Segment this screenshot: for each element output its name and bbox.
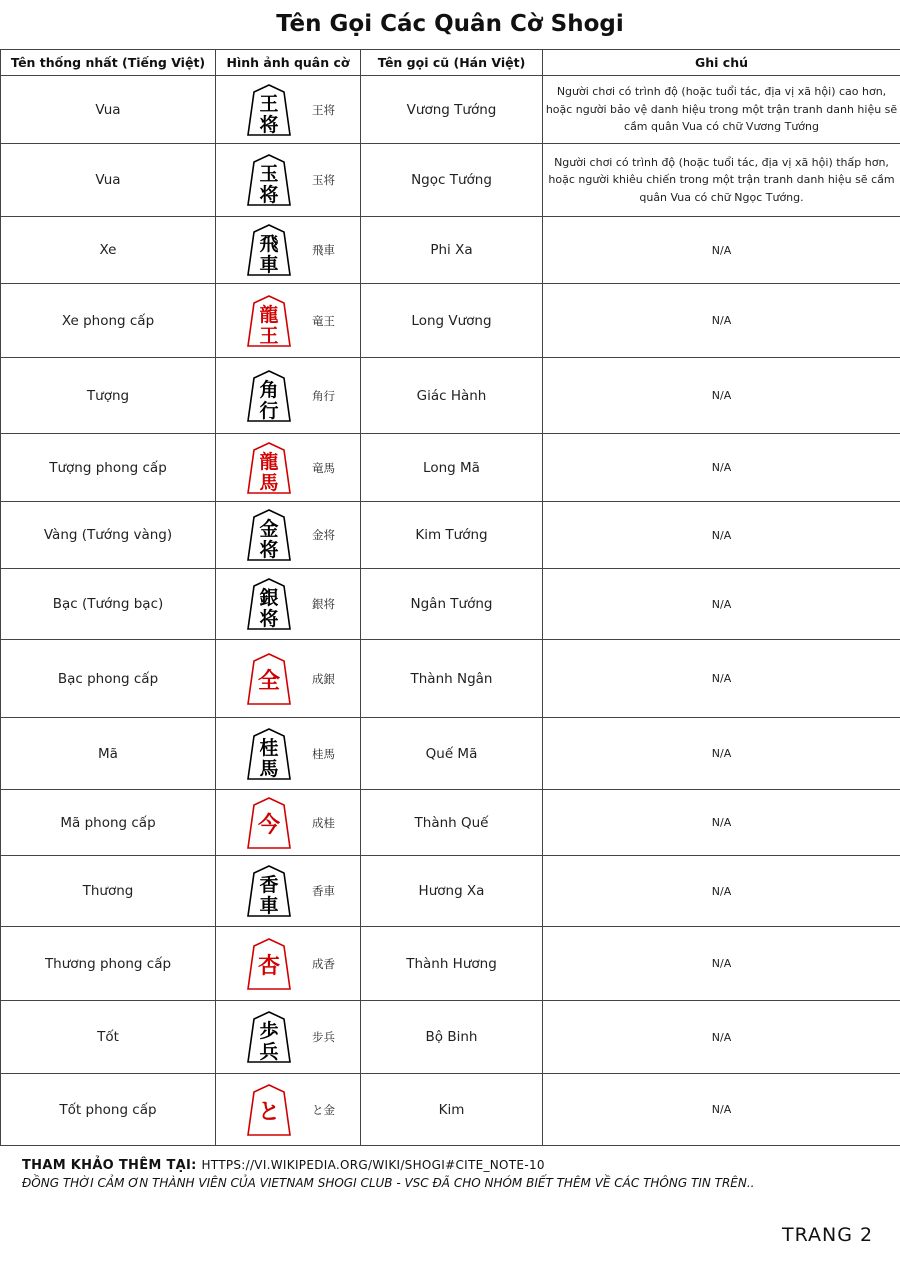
piece-glyph: 銀 — [259, 587, 279, 609]
note-cell — [543, 284, 900, 358]
unified-name-cell: Thương — [1, 856, 216, 927]
shogi-piece-icon — [246, 223, 292, 277]
note-text: N/A — [711, 957, 732, 970]
note-text: N/A — [711, 461, 732, 474]
table-row — [1, 927, 900, 1001]
piece-glyph: 将 — [259, 608, 279, 630]
old-name-cell: Ngọc Tướng — [361, 144, 543, 217]
piece-kanji-label: 成銀 — [312, 671, 335, 686]
unified-name-cell: Mã phong cấp — [1, 790, 216, 856]
reference-line — [22, 1158, 545, 1173]
unified-name-cell: Vàng (Tướng vàng) — [1, 502, 216, 569]
unified-name-cell: Xe phong cấp — [1, 284, 216, 358]
unified-name-cell: Tốt phong cấp — [1, 1074, 216, 1146]
piece-image-cell — [216, 640, 361, 718]
piece-glyph: 歩 — [259, 1020, 279, 1042]
piece-glyph: 車 — [259, 254, 279, 276]
old-name-cell: Long Vương — [361, 284, 543, 358]
page-title: Tên Gọi Các Quân Cờ Shogi — [276, 11, 624, 37]
piece-glyph: 車 — [259, 895, 279, 917]
note-cell — [543, 217, 900, 284]
unified-name-cell: Xe — [1, 217, 216, 284]
note-cell — [543, 1074, 900, 1146]
shogi-piece-icon — [246, 369, 292, 423]
piece-image-cell — [216, 718, 361, 790]
piece-image-cell — [216, 927, 361, 1001]
piece-kanji-label: 金将 — [312, 528, 335, 542]
note-cell — [543, 569, 900, 640]
note-text: N/A — [711, 597, 732, 611]
old-name-cell: Giác Hành — [361, 358, 543, 434]
note-cell — [543, 856, 900, 927]
header-notes: Ghi chú — [543, 50, 900, 76]
note-text: Người chơi có trình độ (hoặc tuổi tác, địa vị xã hội) thấp hơn, hoặc người khiêu chiến trong một trận tranh danh hiệu sẽ cầm quân Vua có chữ Ngọc Tướng. — [548, 155, 895, 204]
piece-kanji-label: 竜馬 — [312, 460, 335, 475]
header-unified-name: Tên thống nhất (Tiếng Việt) — [1, 50, 216, 76]
piece-kanji-label: 成桂 — [312, 815, 335, 830]
table-row — [1, 502, 900, 569]
shogi-piece-icon — [246, 937, 292, 991]
piece-image-cell — [216, 76, 361, 144]
note-text: N/A — [711, 314, 732, 327]
note-text: N/A — [711, 672, 732, 685]
piece-glyph: 将 — [259, 184, 279, 206]
unified-name-cell: Bạc phong cấp — [1, 640, 216, 718]
piece-image-cell — [216, 569, 361, 640]
table-row — [1, 144, 900, 217]
piece-glyph: 桂 — [259, 736, 279, 759]
shogi-piece-icon — [246, 441, 292, 495]
shogi-piece-icon — [246, 1010, 292, 1064]
piece-glyph: 王 — [259, 324, 279, 347]
note-cell — [543, 144, 900, 217]
shogi-piece-icon — [246, 864, 292, 918]
note-cell — [543, 718, 900, 790]
old-name-cell: Vương Tướng — [361, 76, 543, 144]
table-row — [1, 217, 900, 284]
piece-glyph: 将 — [259, 113, 279, 136]
piece-image-cell — [216, 434, 361, 502]
piece-image-cell — [216, 217, 361, 284]
note-text: N/A — [711, 1030, 732, 1044]
unified-name-cell: Vua — [1, 144, 216, 217]
note-text: N/A — [711, 884, 732, 898]
unified-name-cell: Vua — [1, 76, 216, 144]
note-cell — [543, 76, 900, 144]
table-row — [1, 1001, 900, 1074]
shogi-piece-icon — [246, 652, 292, 706]
piece-glyph: 飛 — [259, 233, 279, 255]
piece-image-cell — [216, 1001, 361, 1074]
note-text: N/A — [711, 528, 732, 542]
shogi-piece-icon — [246, 508, 292, 562]
piece-glyph: 行 — [259, 399, 279, 422]
old-name-cell: Bộ Binh — [361, 1001, 543, 1074]
reference-link[interactable]: HTTPS://VI.WIKIPEDIA.ORG/WIKI/SHOGI#CITE_NOTE-10 — [201, 1158, 545, 1172]
piece-image-cell — [216, 1074, 361, 1146]
piece-glyph: 香 — [259, 874, 279, 896]
piece-kanji-label: と金 — [312, 1102, 335, 1117]
shogi-piece-icon — [246, 83, 292, 137]
table-header-row — [1, 50, 900, 76]
piece-image-cell — [216, 358, 361, 434]
header-old-name: Tên gọi cũ (Hán Việt) — [361, 50, 543, 76]
piece-kanji-label: 桂馬 — [312, 746, 335, 761]
old-name-cell: Thành Ngân — [361, 640, 543, 718]
shogi-piece-icon — [246, 1083, 292, 1137]
note-cell — [543, 434, 900, 502]
piece-image-cell — [216, 144, 361, 217]
note-cell — [543, 927, 900, 1001]
table-body — [1, 76, 900, 1146]
note-text: Người chơi có trình độ (hoặc tuổi tác, địa vị xã hội) cao hơn, hoặc người bảo vệ danh hiệu trong một trận tranh danh hiệu sẽ cầm quân Vua có chữ Vương Tướng — [545, 85, 898, 134]
piece-glyph: 龍 — [259, 450, 279, 473]
old-name-cell: Phi Xa — [361, 217, 543, 284]
piece-kanji-label: 玉将 — [312, 173, 335, 187]
piece-glyph: 杏 — [257, 953, 281, 979]
old-name-cell: Long Mã — [361, 434, 543, 502]
unified-name-cell: Tốt — [1, 1001, 216, 1074]
table-row — [1, 569, 900, 640]
old-name-cell: Quế Mã — [361, 718, 543, 790]
piece-image-cell — [216, 284, 361, 358]
piece-glyph: 将 — [259, 539, 279, 561]
piece-glyph: 馬 — [259, 757, 279, 780]
piece-image-cell — [216, 790, 361, 856]
piece-glyph: 龍 — [259, 303, 279, 326]
note-text: N/A — [711, 747, 732, 760]
piece-glyph: 兵 — [259, 1041, 279, 1063]
table-row — [1, 434, 900, 502]
thanks-text: ĐỒNG THỜI CẢM ƠN THÀNH VIÊN CỦA VIETNAM SHOGI CLUB - VSC ĐÃ CHO NHÓM BIẾT THÊM VỀ CÁC THÔNG TIN TRÊN.. — [22, 1176, 755, 1190]
page-number: TRANG 2 — [782, 1224, 874, 1246]
piece-kanji-label: 角行 — [312, 388, 335, 403]
unified-name-cell: Tượng — [1, 358, 216, 434]
note-text: N/A — [711, 389, 732, 402]
shogi-piece-icon — [246, 153, 292, 207]
note-cell — [543, 790, 900, 856]
table-row — [1, 284, 900, 358]
old-name-cell: Kim Tướng — [361, 502, 543, 569]
shogi-piece-icon — [246, 727, 292, 781]
piece-image-cell — [216, 856, 361, 927]
old-name-cell: Ngân Tướng — [361, 569, 543, 640]
table-row — [1, 358, 900, 434]
note-cell — [543, 358, 900, 434]
piece-kanji-label: 香車 — [312, 884, 335, 898]
piece-kanji-label: 飛車 — [312, 243, 335, 257]
piece-glyph: 全 — [257, 668, 281, 694]
table-row — [1, 1074, 900, 1146]
table-row — [1, 790, 900, 856]
unified-name-cell: Tượng phong cấp — [1, 434, 216, 502]
table-row — [1, 718, 900, 790]
table-row — [1, 856, 900, 927]
unified-name-cell: Mã — [1, 718, 216, 790]
note-text: N/A — [711, 243, 732, 257]
old-name-cell: Thành Quế — [361, 790, 543, 856]
note-text: N/A — [711, 816, 732, 829]
piece-glyph: 馬 — [259, 471, 279, 494]
note-cell — [543, 1001, 900, 1074]
unified-name-cell: Bạc (Tướng bạc) — [1, 569, 216, 640]
shogi-piece-icon — [246, 577, 292, 631]
old-name-cell: Hương Xa — [361, 856, 543, 927]
piece-kanji-label: 王将 — [312, 102, 335, 117]
piece-glyph: 王 — [259, 92, 279, 115]
note-text: N/A — [711, 1103, 732, 1116]
piece-kanji-label: 竜王 — [312, 313, 335, 328]
shogi-pieces-table — [0, 49, 900, 1146]
piece-kanji-label: 步兵 — [312, 1030, 335, 1044]
reference-label: THAM KHẢO THÊM TẠI: — [22, 1158, 197, 1173]
table-row — [1, 640, 900, 718]
old-name-cell: Thành Hương — [361, 927, 543, 1001]
shogi-piece-icon — [246, 796, 292, 850]
table-row — [1, 76, 900, 144]
piece-image-cell — [216, 502, 361, 569]
note-cell — [543, 502, 900, 569]
piece-kanji-label: 銀将 — [312, 597, 335, 611]
piece-kanji-label: 成香 — [312, 956, 335, 971]
piece-glyph: 玉 — [259, 163, 279, 185]
unified-name-cell: Thương phong cấp — [1, 927, 216, 1001]
old-name-cell: Kim — [361, 1074, 543, 1146]
piece-glyph: 金 — [259, 518, 279, 540]
note-cell — [543, 640, 900, 718]
header-piece-image: Hình ảnh quân cờ — [216, 50, 361, 76]
piece-glyph: 角 — [259, 378, 279, 401]
piece-glyph: と — [257, 1099, 281, 1125]
shogi-piece-icon — [246, 294, 292, 348]
piece-glyph: 今 — [257, 812, 281, 838]
